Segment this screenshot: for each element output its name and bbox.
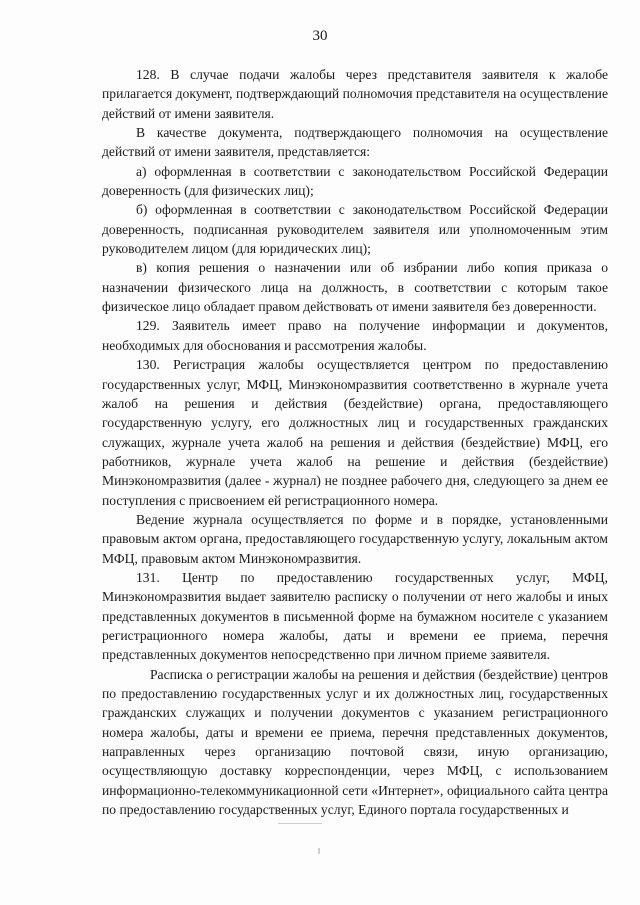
paragraph-128: 128. В случае подачи жалобы через представителя заявителя к жалобе прилагается документ, подтверждающий полномочия представителя на осуществление действий от имени заявителя. bbox=[102, 67, 608, 121]
scan-artifact bbox=[278, 823, 322, 824]
scan-artifact bbox=[318, 848, 320, 854]
paragraph-receipt: Расписка о регистрации жалобы на решения и действия (бездействие) центров по предоставлению государственных услуг и их должностных лиц, государственных гражданских служащих и получении документов с указанием регистрационного номера жалобы, даты и времени ее приема, перечня представленных документов, направленных через организацию почтовой связи, иную организацию, осуществляющую доставку корреспонденции, через МФЦ, с использованием информационно-телекоммуникационной сети «Интернет», официального сайта центра по предоставлению государственных услуг, Единого портала государственных и bbox=[102, 666, 608, 818]
list-item-v: в) копия решения о назначении или об избрании либо копия приказа о назначении физического лица на должность, в соответствии с которым такое физическое лицо обладает правом действовать от имени заявителя без доверенности. bbox=[102, 260, 608, 315]
paragraph-131: 131. Центр по предоставлению государственных услуг, МФЦ, Минэкономразвития выдает заявителю расписку о получении от него жалобы и иных представленных документов в письменной форме на бумажном носителе с указанием регистрационного номера жалобы, даты и времени ее приема, перечня представленных документов непосредственно при личном приеме заявителя. bbox=[102, 569, 608, 663]
paragraph-130: 130. Регистрация жалобы осуществляется центром по предоставлению государственных услуг, МФЦ, Минэкономразвития соответственно в журнале учета жалоб на решения и действия (бездействие) органа, предоставляющего государственную услугу, его должностных лиц и государственных гражданских служащих, журнале учета жалоб на решения и действия (бездействие) МФЦ, его работников, журнале учета жалоб на решение и действия (бездействие) Минэкономразвития (далее - журнал) не позднее рабочего дня, следующего за днем ее поступления с присвоением ей регистрационного номера. bbox=[102, 357, 608, 508]
document-body bbox=[102, 65, 608, 819]
list-item-b: б) оформленная в соответствии с законодательством Российской Федерации доверенность, подписанная руководителем заявителя или уполномоченным этим руководителем лицом (для юридических лиц); bbox=[102, 202, 608, 257]
paragraph-journal: Ведение журнала осуществляется по форме и в порядке, установленными правовым актом органа, предоставляющего государственную услугу, локальным актом МФЦ, правовым актом Минэкономразвития. bbox=[102, 511, 608, 566]
paragraph-129: 129. Заявитель имеет право на получение информации и документов, необходимых для обоснования и рассмотрения жалобы. bbox=[102, 318, 608, 353]
paragraph-authority-documents: В качестве документа, подтверждающего полномочия на осуществление действий от имени заявителя, представляется: bbox=[102, 125, 608, 160]
list-item-a: а) оформленная в соответствии с законодательством Российской Федерации доверенность (для физических лиц); bbox=[102, 163, 608, 199]
page-number: 30 bbox=[312, 28, 328, 44]
